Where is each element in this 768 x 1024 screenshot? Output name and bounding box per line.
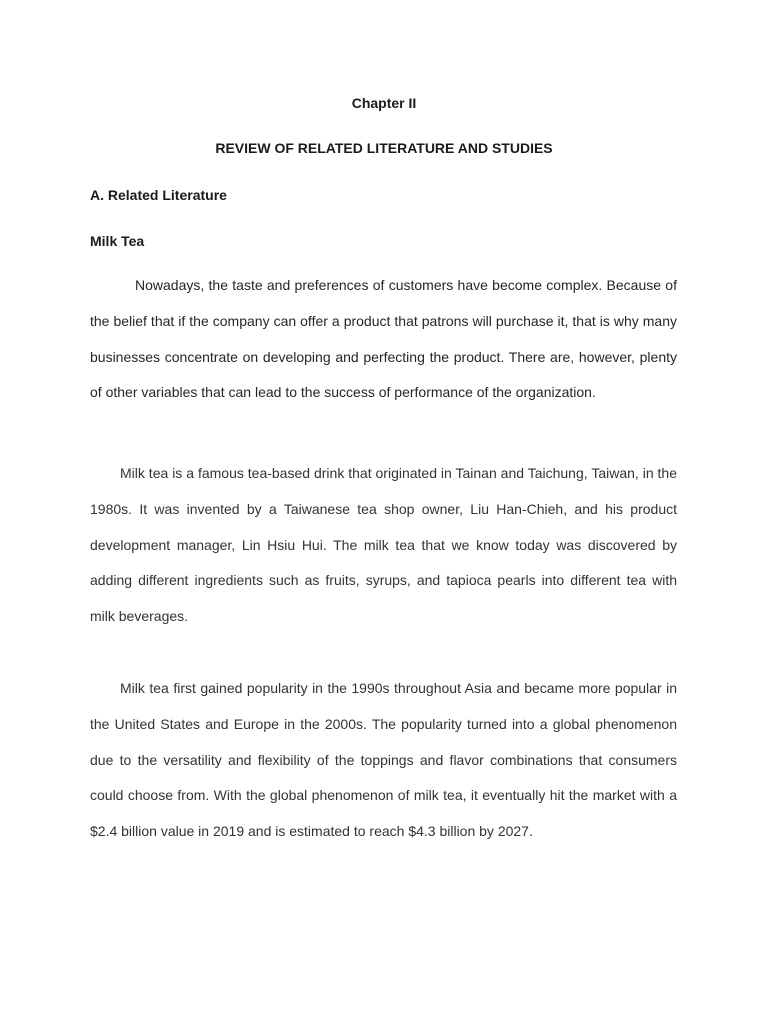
paragraph: Milk tea first gained popularity in the 1990s throughout Asia and became more popular in the United States and Europe in the 2000s. The popularity turned into a global phenomenon due to the versatility and flexibility of the toppings and flavor combinations that consumers could choose from. With the global phenomenon of milk tea, it eventually hit the market with a $2.4 billion value in 2019 and is estimated to reach $4.3 billion by 2027. [90, 680, 677, 840]
section-heading: A. Related Literature [90, 187, 227, 203]
sub-heading: Milk Tea [90, 233, 145, 249]
paragraph: Nowadays, the taste and preferences of customers have become complex. Because of the belief that if the company can offer a product that patrons will purchase it, that is why many businesses concentrate on developing and perfecting the product. There are, however, plenty of other variables that can lead to the success of performance of the organization. [90, 277, 677, 401]
paragraph: Milk tea is a famous tea-based drink that originated in Tainan and Taichung, Taiwan, in the 1980s. It was invented by a Taiwanese tea shop owner, Liu Han-Chieh, and his product development manager, Lin Hsiu Hui. The milk tea that we know today was discovered by adding different ingredients such as fruits, syrups, and tapioca pearls into different tea with milk beverages. [90, 465, 677, 625]
chapter-label: Chapter II [351, 95, 417, 111]
chapter-title: REVIEW OF RELATED LITERATURE AND STUDIES [215, 140, 553, 156]
